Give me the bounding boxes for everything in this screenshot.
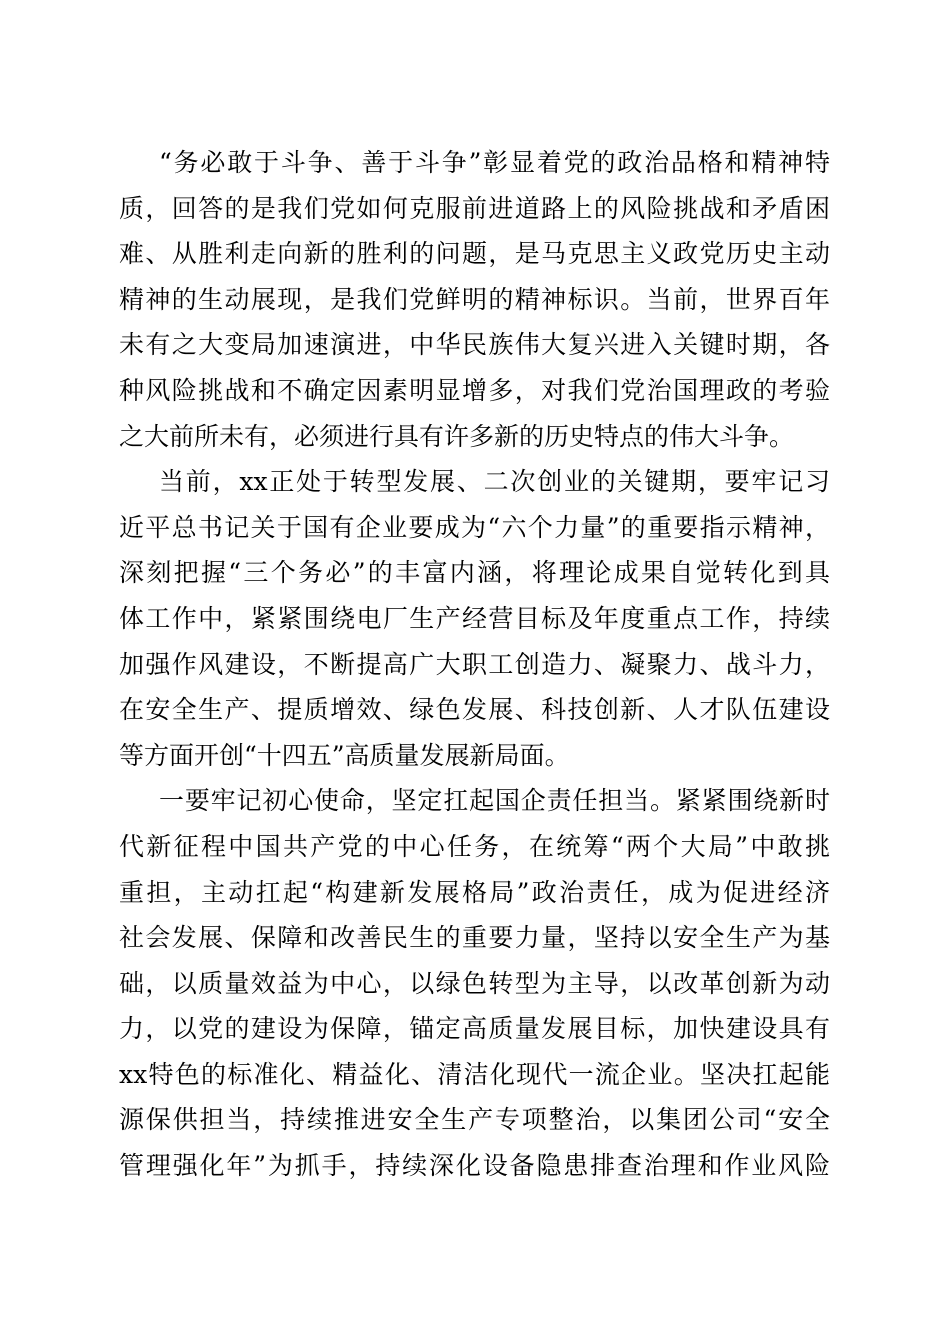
text-line: 当前，xx正处于转型发展、二次创业的关键期，要牢记习 [159,467,830,497]
text-line: 精神的生动展现，是我们党鲜明的精神标识。当前，世界百年 [119,284,830,314]
paragraph-2 [119,459,830,778]
text-line: 重担，主动扛起“构建新发展格局”政治责任，成为促进经济 [119,877,830,907]
text-line: 等方面开创“十四五”高质量发展新局面。 [119,740,570,770]
text-line: 础，以质量效益为中心，以绿色转型为主导，以改革创新为动 [119,968,830,998]
paragraph-3 [119,778,830,1188]
text-line: “务必敢于斗争、善于斗争”彰显着党的政治品格和精神特 [159,148,830,177]
text-line: xx特色的标准化、精益化、清洁化现代一流企业。坚决扛起能 [119,1059,830,1089]
text-line: 代新征程中国共产党的中心任务，在统筹“两个大局”中敢挑 [119,831,830,861]
text-line: 在安全生产、提质增效、绿色发展、科技创新、人才队伍建设 [119,695,830,725]
text-line: 体工作中，紧紧围绕电厂生产经营目标及年度重点工作，持续 [119,603,830,633]
document-body [119,140,830,1189]
paragraph-1 [119,140,830,459]
text-line: 社会发展、保障和改善民生的重要力量，坚持以安全生产为基 [119,923,830,953]
text-line: 之大前所未有，必须进行具有许多新的历史特点的伟大斗争。 [119,421,795,451]
text-line: 未有之大变局加速演进，中华民族伟大复兴进入关键时期，各 [119,330,830,360]
text-line: 质，回答的是我们党如何克服前进道路上的风险挑战和矛盾困 [119,193,830,223]
text-line: 管理强化年”为抓手，持续深化设备隐患排查治理和作业风险 [119,1151,830,1181]
text-line: 加强作风建设，不断提高广大职工创造力、凝聚力、战斗力， [119,649,830,679]
text-line: 力，以党的建设为保障，锚定高质量发展目标，加快建设具有 [119,1014,830,1044]
text-line: 种风险挑战和不确定因素明显增多，对我们党治国理政的考验 [119,375,830,405]
text-line: 近平总书记关于国有企业要成为“六个力量”的重要指示精神， [119,512,830,542]
text-line: 深刻把握“三个务必”的丰富内涵，将理论成果自觉转化到具 [119,558,830,588]
text-line: 源保供担当，持续推进安全生产专项整治，以集团公司“安全 [119,1105,830,1135]
text-line: 难、从胜利走向新的胜利的问题，是马克思主义政党历史主动 [119,239,830,269]
text-line: 一要牢记初心使命，坚定扛起国企责任担当。紧紧围绕新时 [159,786,830,816]
